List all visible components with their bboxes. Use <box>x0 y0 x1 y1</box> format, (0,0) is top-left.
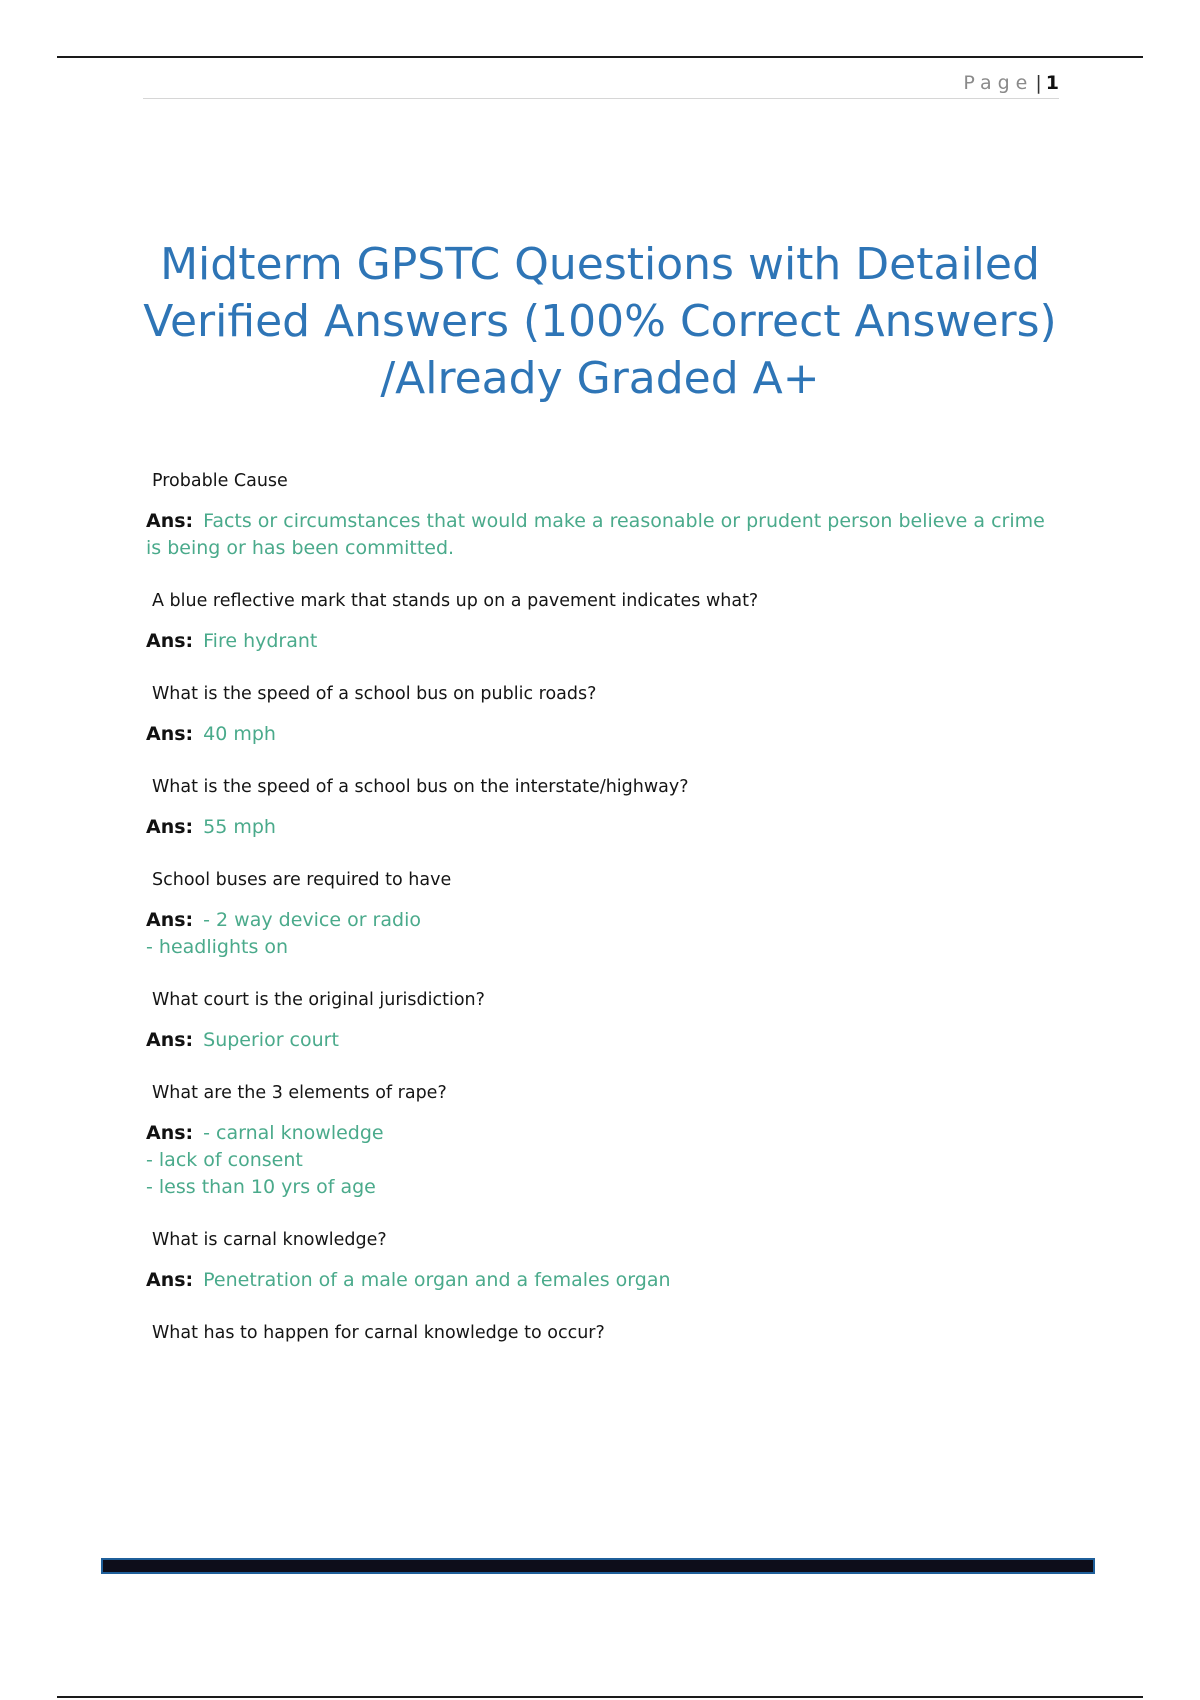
qa-list <box>146 466 1066 1372</box>
qa-item <box>146 772 1066 841</box>
answer-text: 40 mph <box>203 723 276 745</box>
answer-text: - 2 way device or radio <box>203 909 421 931</box>
question: What court is the original jurisdiction? <box>152 990 485 1010</box>
qa-item <box>146 586 1066 655</box>
qa-item <box>146 679 1066 748</box>
qa-item <box>146 1318 1066 1348</box>
qa-item <box>146 865 1066 961</box>
question: Probable Cause <box>152 471 288 491</box>
page-separator: | <box>1035 72 1042 94</box>
answer <box>146 907 1066 961</box>
answer-label: Ans: <box>146 723 194 745</box>
answer <box>146 1267 1066 1294</box>
document-title: Midterm GPSTC Questions with Detailed Verified Answers (100% Correct Answers) /Already Graded A+ <box>143 239 1057 404</box>
answer <box>146 721 1066 748</box>
answer <box>146 1120 1066 1201</box>
question: What is the speed of a school bus on the interstate/highway? <box>152 777 689 797</box>
answer-text: Penetration of a male organ and a females organ <box>203 1269 671 1291</box>
answer-line: - less than 10 yrs of age <box>146 1176 376 1198</box>
bottom-rule <box>57 1696 1143 1698</box>
answer <box>146 508 1066 562</box>
question: A blue reflective mark that stands up on a pavement indicates what? <box>152 591 759 611</box>
question: School buses are required to have <box>152 870 452 890</box>
answer-text: 55 mph <box>203 816 276 838</box>
qa-item <box>146 1078 1066 1201</box>
answer-text: Facts or circumstances that would make a reasonable or prudent person believe a crime is being or has been committed. <box>146 510 1045 559</box>
qa-item <box>146 466 1066 562</box>
answer-text: Superior court <box>203 1029 339 1051</box>
answer <box>146 1027 1066 1054</box>
answer-text: - carnal knowledge <box>203 1122 384 1144</box>
answer-label: Ans: <box>146 1122 194 1144</box>
answer-line: - headlights on <box>146 936 289 958</box>
answer-label: Ans: <box>146 909 194 931</box>
answer-line: - lack of consent <box>146 1149 303 1171</box>
question: What has to happen for carnal knowledge to occur? <box>152 1323 605 1343</box>
page-number: 1 <box>1045 72 1059 94</box>
question: What is the speed of a school bus on public roads? <box>152 684 597 704</box>
answer-label: Ans: <box>146 1029 194 1051</box>
footer-bar <box>101 1558 1095 1574</box>
qa-item <box>146 985 1066 1054</box>
answer-text: Fire hydrant <box>203 630 318 652</box>
qa-item <box>146 1225 1066 1294</box>
answer <box>146 628 1066 655</box>
answer-label: Ans: <box>146 510 194 532</box>
page-header <box>143 68 1059 99</box>
answer-label: Ans: <box>146 630 194 652</box>
answer-label: Ans: <box>146 1269 194 1291</box>
question: What are the 3 elements of rape? <box>152 1083 447 1103</box>
answer-label: Ans: <box>146 816 194 838</box>
page-label: Page <box>963 72 1034 94</box>
question: What is carnal knowledge? <box>152 1230 387 1250</box>
top-rule <box>57 56 1143 58</box>
answer <box>146 814 1066 841</box>
